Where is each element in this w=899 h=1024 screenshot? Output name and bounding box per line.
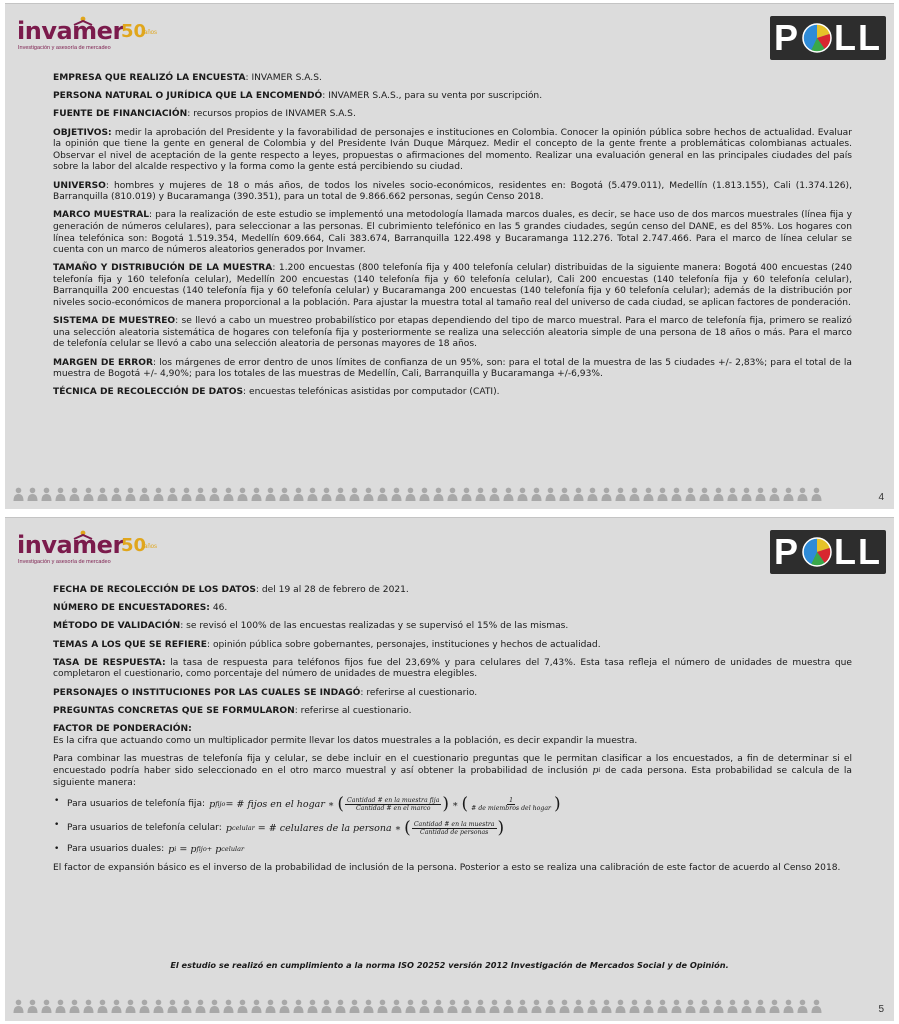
logo-years-sub: años [144,544,158,550]
person-icon [97,999,108,1013]
paragraph-validacion: MÉTODO DE VALIDACIÓN: se revisó el 100% de las encuestas realizadas y se supervisó el 15% de las mismas. [53,621,569,632]
person-icon [615,487,626,501]
person-icon [797,999,808,1013]
formula-celular: • Para usuarios de telefonía celular: p celular = # celulares de la persona ∗ ( $\frac{\text{Cantidad \# en la muestra}}{\text{Cantidad de personas}}$ ) [53,820,852,837]
person-icon [461,999,472,1013]
formula-duales: • Para usuarios duales: p i = p fijo+ p celular [53,844,852,856]
person-icon [545,487,556,501]
person-icon [237,999,248,1013]
probability-formulas [53,796,852,856]
person-icon [755,999,766,1013]
person-icon [559,999,570,1013]
person-icon [139,999,150,1013]
invamer-logo [17,530,177,572]
person-icon [643,487,654,501]
person-icon [699,999,710,1013]
person-icon [741,999,752,1013]
person-icon [461,487,472,501]
person-icon [363,487,374,501]
person-icon [727,487,738,501]
person-icon [349,999,360,1013]
person-icon [265,999,276,1013]
person-icon [181,999,192,1013]
person-icon [657,999,668,1013]
person-icon [153,487,164,501]
person-icon [27,487,38,501]
person-icon [293,487,304,501]
person-icon [769,487,780,501]
person-icon [335,999,346,1013]
person-icon [517,999,528,1013]
paragraph-universo: UNIVERSO: hombres y mujeres de 18 o más años, de todos los niveles socio-económicos, residentes en: Bogotá (5.479.011), Medellín (1.813.155), Cali (1.374.126), Barranquilla (810.019) y Bucaramanga (390.351), para un total de 9.866.662 personas, según Censo 2018. [53,180,852,203]
person-icon [797,487,808,501]
person-icon [377,487,388,501]
paragraph-objetivos: OBJETIVOS: medir la aprobación del Presidente y la favorabilidad de personajes e instituciones en Colombia. Conocer la opinión pública sobre hechos de actualidad. Evaluar la opinión que tiene la gente en general de Colombia y del Presidente Iván Duque Márquez. Medir el concepto de la gente frente a problemáticas colombianas actuales. Observar el nivel de aceptación de la gente respecto a leyes, propuestas o afirmaciones del momento. Realizar una evaluación general en las principales ciudades del país sobre la labor del alcalde respectivo y la forma como la gente está percibiendo su ciudad. [53,127,852,173]
person-icon [811,487,822,501]
person-icon [209,999,220,1013]
paragraph-personajes: PERSONAJES O INSTITUCIONES POR LAS CUALES SE INDAGÓ: referirse al cuestionario. [53,687,478,698]
logo-tagline: Investigación y asesoría de mercadeo [18,45,111,51]
person-icon [811,999,822,1013]
person-icon [573,999,584,1013]
person-icon [769,999,780,1013]
person-icon [587,999,598,1013]
paragraph-empresa: EMPRESA QUE REALIZÓ LA ENCUESTA: INVAMER S.A.S. [53,73,322,83]
logo-years: 50 [121,21,147,42]
person-icon [111,487,122,501]
person-icon [643,999,654,1013]
person-icon [685,999,696,1013]
person-icon [27,999,38,1013]
person-icon [377,999,388,1013]
poll-logo [770,16,886,60]
person-icon [671,487,682,501]
person-icon [405,487,416,501]
person-icon [251,487,262,501]
person-icon [433,999,444,1013]
person-icon [97,487,108,501]
paragraph-tamano-muestra: TAMAÑO Y DISTRIBUCIÓN DE LA MUESTRA: 1.200 encuestas (800 telefonía fija y 400 telefonía celular) distribuidas de la siguiente manera: Bogotá 400 encuestas (240 telefonía fija y 160 telefonía celular), Medellín 200 encuestas (140 telefonía fija y 60 telefonía celular), Cali 200 encuestas (140 telefonía fija y 60 telefonía celular), Barranquilla 200 encuestas (140 telefonía fija y 60 telefonía celular) y Bucaramanga 200 encuestas (140 telefonía fija y 60 telefonía celular); además de la distribución por niveles socio-económicos de manera proporcional a la población. Para ajustar la muestra total al tamaño real del universo de cada ciudad, se aplican factores de ponderación. [53,263,852,309]
person-icon [475,487,486,501]
person-icon [153,999,164,1013]
expansion-paragraph: El factor de expansión básico es el inverso de la probabilidad de inclusión de la persona. Posterior a esto se realiza una calibración de este factor de acuerdo al Censo 2018. [53,862,841,873]
person-icon [531,487,542,501]
person-icon [405,999,416,1013]
person-icon [55,487,66,501]
paragraph-temas: TEMAS A LOS QUE SE REFIERE: opinión pública sobre gobernantes, personajes, instituciones y hechos de actualidad. [53,639,601,650]
paragraph-financiacion: FUENTE DE FINANCIACIÓN: recursos propios de INVAMER S.A.S. [53,109,356,120]
person-icon [223,487,234,501]
person-icon [755,487,766,501]
person-icon [279,487,290,501]
person-icon [629,487,640,501]
person-icon [223,999,234,1013]
person-icon [167,487,178,501]
person-icon [489,487,500,501]
logo-years: 50 [121,535,147,556]
person-icon [601,487,612,501]
person-icon [685,487,696,501]
person-icon [139,487,150,501]
slide-page-4 [5,3,894,509]
person-icon [265,487,276,501]
person-icon [41,487,52,501]
person-icon [657,487,668,501]
person-icon [83,999,94,1013]
person-icon [573,487,584,501]
ponderacion-text: Es la cifra que actuando como un multiplicador permite llevar los datos muestrales a la población, es decir expandir la muestra. [53,735,638,746]
person-icon [489,999,500,1013]
person-icon [41,999,52,1013]
person-icon [167,999,178,1013]
person-icon [419,487,430,501]
person-icon [545,999,556,1013]
person-icon [195,487,206,501]
person-icon [335,487,346,501]
iso-compliance-note: El estudio se realizó en cumplimiento a la norma ISO 20252 versión 2012 Investigación de Mercados Social y de Opinión. [170,960,729,970]
person-icon [83,487,94,501]
person-icon [279,999,290,1013]
person-icon [741,487,752,501]
person-icon [559,487,570,501]
person-icon [447,999,458,1013]
logo-wordmark: invamer [17,17,124,45]
person-icon [237,487,248,501]
person-icon [517,487,528,501]
paragraph-marco-muestral: MARCO MUESTRAL: para la realización de este estudio se implementó una metodología llamada marcos duales, es decir, se hace uso de dos marcos muestrales (línea fija y generación de números celulares), para seleccionar a las personas. El cubrimiento telefónico en las 5 grandes ciudades, según censo del DANE, es del 85%. Los hogares con línea telefónica son: Bogotá 1.519.354, Medellín 609.664, Cali 383.674, Barranquilla 122.498 y Bucaramanga 112.276. Total 2.747.466. Para el marco de línea celular se cuenta con un marco de números aleatorios generados por Invamer. [53,210,852,256]
person-icon [195,999,206,1013]
person-icon [531,999,542,1013]
person-icon [349,487,360,501]
person-icon [13,487,24,501]
person-icon [181,487,192,501]
logo-wordmark: invamer [17,531,124,559]
methodology-content [53,585,852,881]
poll-letter-p: P [774,17,801,58]
person-icon [629,999,640,1013]
combine-paragraph: Para combinar las muestras de telefonía fija y celular, se debe incluir en el cuestionario preguntas que le permitan clasificar a los encuestados, a fin de determinar si el encuestado podría haber sido seleccionado en el otro marco muestral y así obtener la probabilidad de inclusión p i de cada persona. Esta probabilidad se calcula de la siguiente manera: [53,753,852,788]
paragraph-margen-error: MARGEN DE ERROR: los márgenes de error dentro de unos límites de confianza de un 95%, son: para el total de la muestra de las 5 ciudades +/- 2,83%; para el total de la muestra de Bogotá +/- 4,90%; para los totales de las muestras de Medellín, Cali, Barranquilla y Bucaramanga +/-6,93%. [53,357,852,380]
person-icon [125,999,136,1013]
paragraph-preguntas: PREGUNTAS CONCRETAS QUE SE FORMULARON: referirse al cuestionario. [53,705,412,716]
poll-letters-ll: LL [834,531,882,572]
page-number: 4 [878,492,884,503]
ponderacion-heading: FACTOR DE PONDERACIÓN: [53,723,192,734]
person-icon [111,999,122,1013]
logo-years-sub: años [144,30,158,36]
person-icon [307,487,318,501]
methodology-content [53,73,852,406]
person-icon [69,487,80,501]
formula-fija: • Para usuarios de telefonía fija: p fijo = # fijos en el hogar ∗ ( $\frac{\text{Cantidad \# en la muestra fija}}{\text{Cantidad \# en el marco}}$ ) ∗ ( $\frac{1}{\text{\# de miembros del hogar}}$ ) [53,796,852,813]
poll-logo [770,530,886,574]
pie-chart-icon [801,22,833,54]
person-icon [419,999,430,1013]
person-icon [321,487,332,501]
slide-page-5 [5,517,894,1021]
person-icon [727,999,738,1013]
person-icon [671,999,682,1013]
poll-letter-p: P [774,531,801,572]
person-icon [363,999,374,1013]
paragraph-sistema-muestreo: SISTEMA DE MUESTREO: se llevó a cabo un muestreo probabilístico por etapas dependiendo del tipo de marco muestral. Para el marco de telefonía fija, primero se realizó una selección aleatoria sistemática de hogares con telefonía fija y posteriormente se realiza una selección aleatoria simple de una persona de 18 años o más. Para el marco de telefonía celular se llevó a cabo una selección aleatoria de personas mayores de 18 años. [53,316,852,350]
paragraph-tecnica: TÉCNICA DE RECOLECCIÓN DE DATOS: encuestas telefónicas asistidas por computador (CATI). [53,387,500,398]
person-icon [503,487,514,501]
person-icon [55,999,66,1013]
person-icon [433,487,444,501]
person-icon [125,487,136,501]
paragraph-encuestadores: NÚMERO DE ENCUESTADORES: 46. [53,603,228,614]
person-icon [615,999,626,1013]
people-decoration-row [13,487,874,501]
person-icon [587,487,598,501]
invamer-logo [17,16,177,58]
person-icon [391,999,402,1013]
person-icon [293,999,304,1013]
person-icon [503,999,514,1013]
person-icon [251,999,262,1013]
person-icon [69,999,80,1013]
logo-tagline: Investigación y asesoría de mercadeo [18,559,111,565]
paragraph-tasa-respuesta: TASA DE RESPUESTA: la tasa de respuesta para teléfonos fijos fue del 23,69% y para celulares del 7,43%. Esta tasa refleja el número de unidades de muestra que completaron el cuestionario, como porcentaje del número de unidades de muestra elegibles. [53,657,852,680]
person-icon [475,999,486,1013]
paragraph-encomendo: PERSONA NATURAL O JURÍDICA QUE LA ENCOMENDÓ: INVAMER S.A.S., para su venta por suscripción. [53,91,543,102]
person-icon [391,487,402,501]
person-icon [783,999,794,1013]
page-number: 5 [878,1004,884,1015]
person-icon [713,487,724,501]
people-decoration-row [13,999,874,1013]
person-icon [13,999,24,1013]
person-icon [713,999,724,1013]
person-icon [783,487,794,501]
pie-chart-icon [801,536,833,568]
person-icon [447,487,458,501]
person-icon [601,999,612,1013]
person-icon [307,999,318,1013]
poll-letters-ll: LL [834,17,882,58]
paragraph-fecha: FECHA DE RECOLECCIÓN DE LOS DATOS: del 19 al 28 de febrero de 2021. [53,585,409,595]
person-icon [699,487,710,501]
person-icon [321,999,332,1013]
person-icon [209,487,220,501]
